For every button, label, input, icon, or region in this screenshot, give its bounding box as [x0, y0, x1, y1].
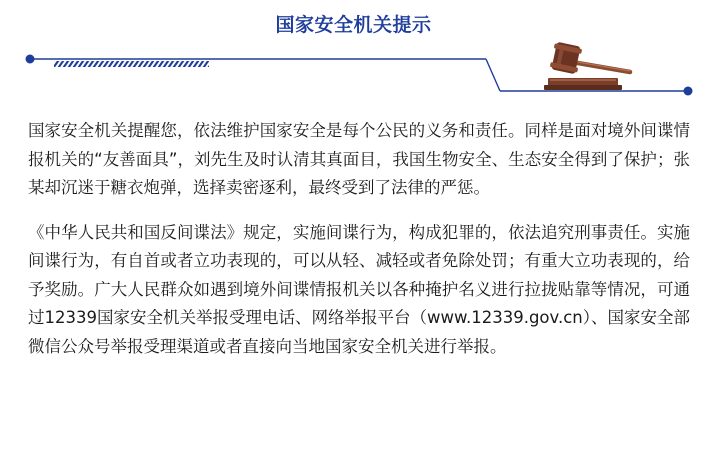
banner-hatched-bar	[54, 61, 209, 67]
article-paragraph-2: 《中华人民共和国反间谍法》规定，实施间谍行为，构成犯罪的，依法追究刑事责任。实施间谍行为，有自首或者立功表现的，可以从轻、减轻或者免除处罚；有重大立功表现的，给予奖励。广大人民群众如遇到境外间谍情报机关以各种掩护名义进行拉拢贴靠等情况，可通过12339国家安全机关举报受理电话、网络举报平台（www.12339.gov.cn）、国家安全部微信公众号举报受理渠道或者直接向当地国家安全机关进行举报。	[28, 222, 691, 356]
article-body	[28, 117, 690, 361]
banner-right-dot	[684, 87, 693, 96]
page-title: 国家安全机关提示	[275, 14, 432, 36]
gavel-icon	[538, 40, 638, 92]
article-paragraph-1: 国家安全机关提醒您，依法维护国家安全是每个公民的义务和责任。同样是面对境外间谍情报机关的“友善面具”，刘先生及时认清其真面目，我国生物安全、生态安全得到了保护；张某却沉迷于糖衣炮弹，选择卖密逐利，最终受到了法律的严惩。	[28, 121, 690, 197]
banner-connector-line	[486, 59, 500, 91]
